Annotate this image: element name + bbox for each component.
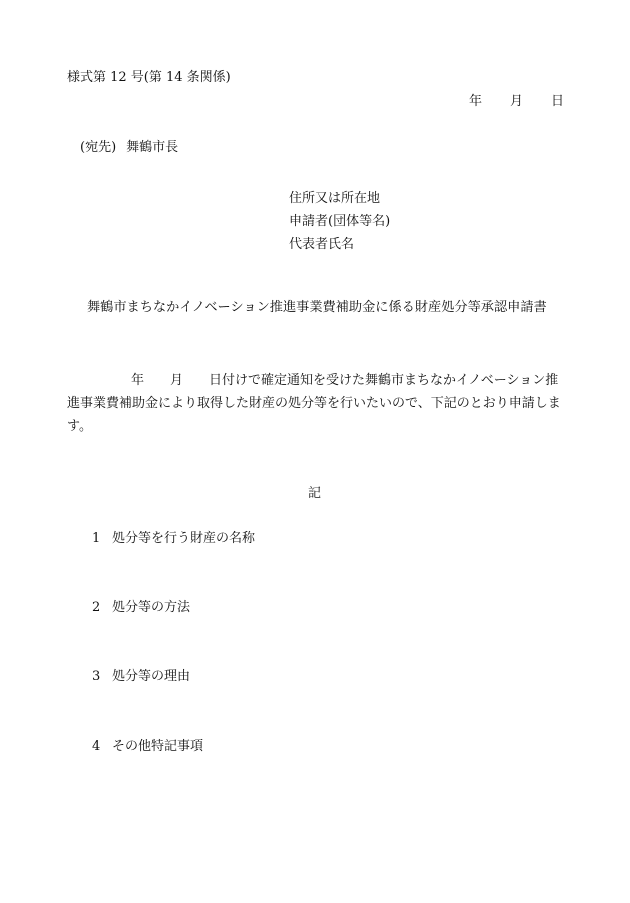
list-item [92, 601, 190, 614]
item-label: その他特記事項 [112, 739, 204, 754]
date-month-label: 月 [509, 94, 523, 109]
list-item [92, 670, 190, 683]
item-number: 4 [92, 739, 101, 754]
addressee [80, 141, 178, 154]
addressee-name: 舞鶴市長 [126, 140, 179, 155]
item-label: 処分等の理由 [112, 669, 191, 684]
document-title: 舞鶴市まちなかイノベーション推進事業費補助金に係る財産処分等承認申請書 [87, 300, 547, 315]
item-label: 処分等の方法 [112, 600, 191, 615]
body-paragraph [67, 369, 563, 438]
list-item [92, 532, 255, 545]
representative-label: 代表者氏名 [289, 237, 355, 252]
body-month-label: 月 [170, 373, 184, 388]
form-number: 様式第 12 号(第 14 条関係) [67, 70, 231, 85]
date-line [469, 95, 564, 108]
body-year-label: 年 [131, 373, 145, 388]
address-label: 住所又は所在地 [289, 191, 381, 206]
addressee-prefix: (宛先) [80, 140, 117, 155]
ki-heading: 記 [308, 486, 322, 501]
item-number: 3 [92, 669, 101, 684]
item-label: 処分等を行う財産の名称 [112, 531, 256, 546]
item-number: 1 [92, 531, 101, 546]
item-number: 2 [92, 600, 101, 615]
applicant-label: 申請者(団体等名) [289, 214, 391, 229]
list-item [92, 740, 203, 753]
applicant-block [289, 187, 390, 256]
date-day-label: 日 [550, 94, 564, 109]
date-year-label: 年 [468, 94, 482, 109]
body-text: 日付けで確定通知を受けた舞鶴市まちなかイノベーション推進事業費補助金により取得した財産の処分等を行いたいので、下記のとおり申請します。 [67, 373, 561, 434]
